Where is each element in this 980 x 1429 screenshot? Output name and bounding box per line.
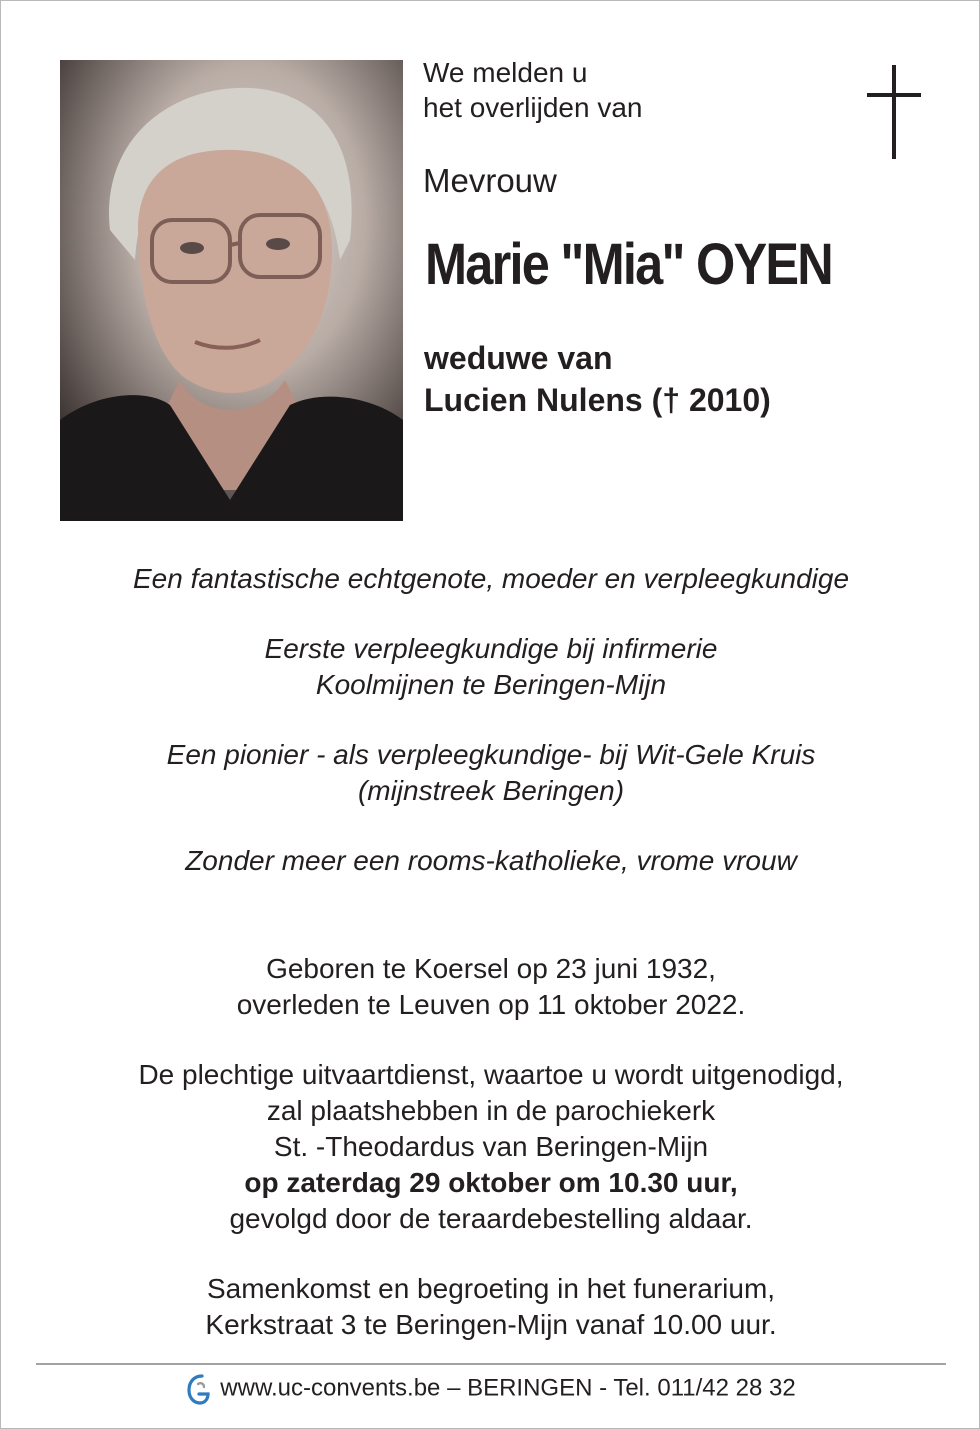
service-info	[1, 1057, 980, 1237]
tribute-1	[1, 561, 980, 597]
tribute-line: Zonder meer een rooms-katholieke, vrome vrouw	[185, 845, 797, 876]
footer-divider	[36, 1363, 946, 1365]
tribute-2	[1, 631, 980, 703]
service-line-1: De plechtige uitvaartdienst, waartoe u wordt uitgenodigd,	[138, 1059, 844, 1090]
spouse-line-2: Lucien Nulens († 2010)	[424, 382, 771, 418]
service-datetime: op zaterdag 29 oktober om 10.30 uur,	[244, 1167, 738, 1198]
honorific: Mevrouw	[423, 162, 557, 199]
footer	[1, 1372, 980, 1406]
uc-conventslogo-icon	[186, 1372, 210, 1406]
cross-icon	[867, 65, 921, 159]
intro-line-1: We melden u	[423, 57, 588, 88]
portrait-photo	[60, 60, 403, 521]
funeral-details	[1, 951, 980, 1377]
deceased-name: Marie "Mia" OYEN	[425, 232, 832, 297]
gathering-line-2: Kerkstraat 3 te Beringen-Mijn vanaf 10.00 uur.	[205, 1309, 777, 1340]
spouse-info	[424, 337, 771, 421]
tribute-line: (mijnstreek Beringen)	[357, 775, 625, 806]
tribute-4	[1, 843, 980, 879]
service-line-2: zal plaatshebben in de parochiekerk	[266, 1095, 716, 1126]
service-line-3: St. -Theodardus van Beringen-Mijn	[273, 1131, 709, 1162]
birth-line: Geboren te Koersel op 23 juni 1932,	[266, 953, 716, 984]
tribute-line: Koolmijnen te Beringen-Mijn	[315, 669, 667, 700]
death-line: overleden te Leuven op 11 oktober 2022.	[236, 989, 746, 1020]
spouse-line-1: weduwe van	[424, 340, 613, 376]
tribute-line: Een pionier - als verpleegkundige- bij Wit-Gele Kruis	[166, 739, 816, 770]
service-line-5: gevolgd door de teraardebestelling aldaar.	[229, 1203, 753, 1234]
footer-text[interactable]: www.uc-convents.be – BERINGEN - Tel. 011/42 28 32	[220, 1374, 796, 1402]
intro-line-2: het overlijden van	[423, 92, 643, 123]
tribute-line: Eerste verpleegkundige bij infirmerie	[264, 633, 718, 664]
tributes	[1, 561, 980, 913]
life-dates	[1, 951, 980, 1023]
gathering-info	[1, 1271, 980, 1343]
gathering-line-1: Samenkomst en begroeting in het funerarium,	[206, 1273, 776, 1304]
portrait-illustration	[60, 60, 403, 521]
announcement-intro	[423, 55, 642, 125]
tribute-3	[1, 737, 980, 809]
tribute-line: Een fantastische echtgenote, moeder en verpleegkundige	[132, 563, 850, 594]
